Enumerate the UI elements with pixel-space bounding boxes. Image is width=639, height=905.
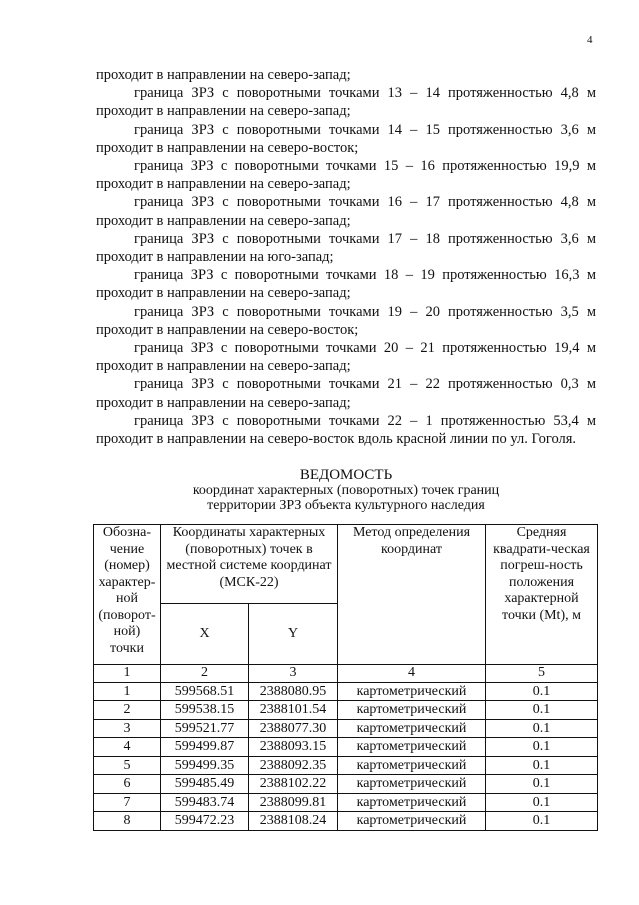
point-number-cell: 3 — [94, 719, 161, 738]
paragraph: граница ЗРЗ с поворотными точками 15 – 16 протяженностью 19,9 м проходит в направлении на северо-запад; — [96, 158, 596, 193]
header-method: Метод определения координат — [338, 525, 486, 665]
table-row — [94, 682, 598, 701]
table-row — [94, 719, 598, 738]
header-y: Y — [249, 604, 338, 665]
body-text — [96, 66, 596, 448]
table-row — [94, 738, 598, 757]
y-coordinate-cell: 2388093.15 — [249, 738, 338, 757]
point-number-cell: 4 — [94, 738, 161, 757]
y-coordinate-cell: 2388077.30 — [249, 719, 338, 738]
paragraph: граница ЗРЗ с поворотными точками 14 – 15 протяженностью 3,6 м проходит в направлении на северо-восток; — [96, 121, 596, 156]
x-coordinate-cell: 599499.35 — [161, 756, 249, 775]
paragraph: граница ЗРЗ с поворотными точками 16 – 17 протяженностью 4,8 м проходит в направлении на северо-запад; — [96, 194, 596, 229]
x-coordinate-cell: 599499.87 — [161, 738, 249, 757]
error-cell: 0.1 — [486, 775, 598, 794]
method-cell: картометрический — [338, 701, 486, 720]
y-coordinate-cell: 2388101.54 — [249, 701, 338, 720]
x-coordinate-cell: 599538.15 — [161, 701, 249, 720]
column-number: 5 — [486, 665, 598, 683]
method-cell: картометрический — [338, 682, 486, 701]
error-cell: 0.1 — [486, 719, 598, 738]
y-coordinate-cell: 2388108.24 — [249, 812, 338, 831]
paragraph: граница ЗРЗ с поворотными точками 18 – 19 протяженностью 16,3 м проходит в направлении на северо-запад; — [96, 267, 596, 302]
x-coordinate-cell: 599568.51 — [161, 682, 249, 701]
table-row — [94, 756, 598, 775]
statement-subtitle-line1: координат характерных (поворотных) точек границ — [192, 483, 500, 498]
error-cell: 0.1 — [486, 701, 598, 720]
method-cell: картометрический — [338, 738, 486, 757]
statement-title: ВЕДОМОСТЬ — [299, 467, 393, 483]
column-number-row — [94, 665, 598, 683]
method-cell: картометрический — [338, 812, 486, 831]
column-number: 4 — [338, 665, 486, 683]
column-number: 2 — [161, 665, 249, 683]
paragraph: граница ЗРЗ с поворотными точками 22 – 1 протяженностью 53,4 м проходит в направлении на северо-восток вдоль красной линии по ул. Гоголя. — [96, 412, 596, 448]
error-cell: 0.1 — [486, 793, 598, 812]
header-x: X — [161, 604, 249, 665]
statement-heading — [96, 468, 596, 513]
paragraph: граница ЗРЗ с поворотными точками 21 – 22 протяженностью 0,3 м проходит в направлении на северо-запад; — [96, 376, 596, 411]
paragraph: проходит в направлении на северо-запад; — [96, 67, 351, 83]
paragraph: граница ЗРЗ с поворотными точками 17 – 18 протяженностью 3,6 м проходит в направлении на юго-запад; — [96, 230, 596, 266]
y-coordinate-cell: 2388080.95 — [249, 682, 338, 701]
point-number-cell: 1 — [94, 682, 161, 701]
x-coordinate-cell: 599485.49 — [161, 775, 249, 794]
x-coordinate-cell: 599483.74 — [161, 793, 249, 812]
statement-subtitle-line2: территории ЗРЗ объекта культурного наследия — [207, 498, 485, 513]
y-coordinate-cell: 2388099.81 — [249, 793, 338, 812]
table-row — [94, 812, 598, 831]
point-number-cell: 8 — [94, 812, 161, 831]
paragraph: граница ЗРЗ с поворотными точками 20 – 21 протяженностью 19,4 м проходит в направлении на северо-запад; — [96, 340, 596, 375]
y-coordinate-cell: 2388092.35 — [249, 756, 338, 775]
point-number-cell: 6 — [94, 775, 161, 794]
error-cell: 0.1 — [486, 756, 598, 775]
y-coordinate-cell: 2388102.22 — [249, 775, 338, 794]
table-row — [94, 793, 598, 812]
column-number: 1 — [94, 665, 161, 683]
method-cell: картометрический — [338, 793, 486, 812]
paragraph: граница ЗРЗ с поворотными точками 19 – 20 протяженностью 3,5 м проходит в направлении на северо-восток; — [96, 303, 596, 338]
column-number: 3 — [249, 665, 338, 683]
error-cell: 0.1 — [486, 812, 598, 831]
table-row — [94, 775, 598, 794]
method-cell: картометрический — [338, 775, 486, 794]
x-coordinate-cell: 599472.23 — [161, 812, 249, 831]
header-coordinates: Координаты характерных (поворотных) точек в местной системе координат (МСК-22) — [161, 525, 338, 604]
point-number-cell: 2 — [94, 701, 161, 720]
coordinates-table — [93, 524, 598, 831]
paragraph: граница ЗРЗ с поворотными точками 13 – 14 протяженностью 4,8 м проходит в направлении на северо-запад; — [96, 85, 596, 120]
header-error: Средняя квадрати-ческая погреш-ность положения характерной точки (Mt), м — [486, 525, 598, 665]
error-cell: 0.1 — [486, 738, 598, 757]
method-cell: картометрический — [338, 719, 486, 738]
method-cell: картометрический — [338, 756, 486, 775]
header-designation: Обозна-чение (номер) характер-ной (поворот-ной) точки — [94, 525, 161, 665]
error-cell: 0.1 — [486, 682, 598, 701]
point-number-cell: 7 — [94, 793, 161, 812]
x-coordinate-cell: 599521.77 — [161, 719, 249, 738]
point-number-cell: 5 — [94, 756, 161, 775]
table-row — [94, 701, 598, 720]
page-number: 4 — [587, 34, 593, 46]
table-header-row — [94, 525, 598, 604]
